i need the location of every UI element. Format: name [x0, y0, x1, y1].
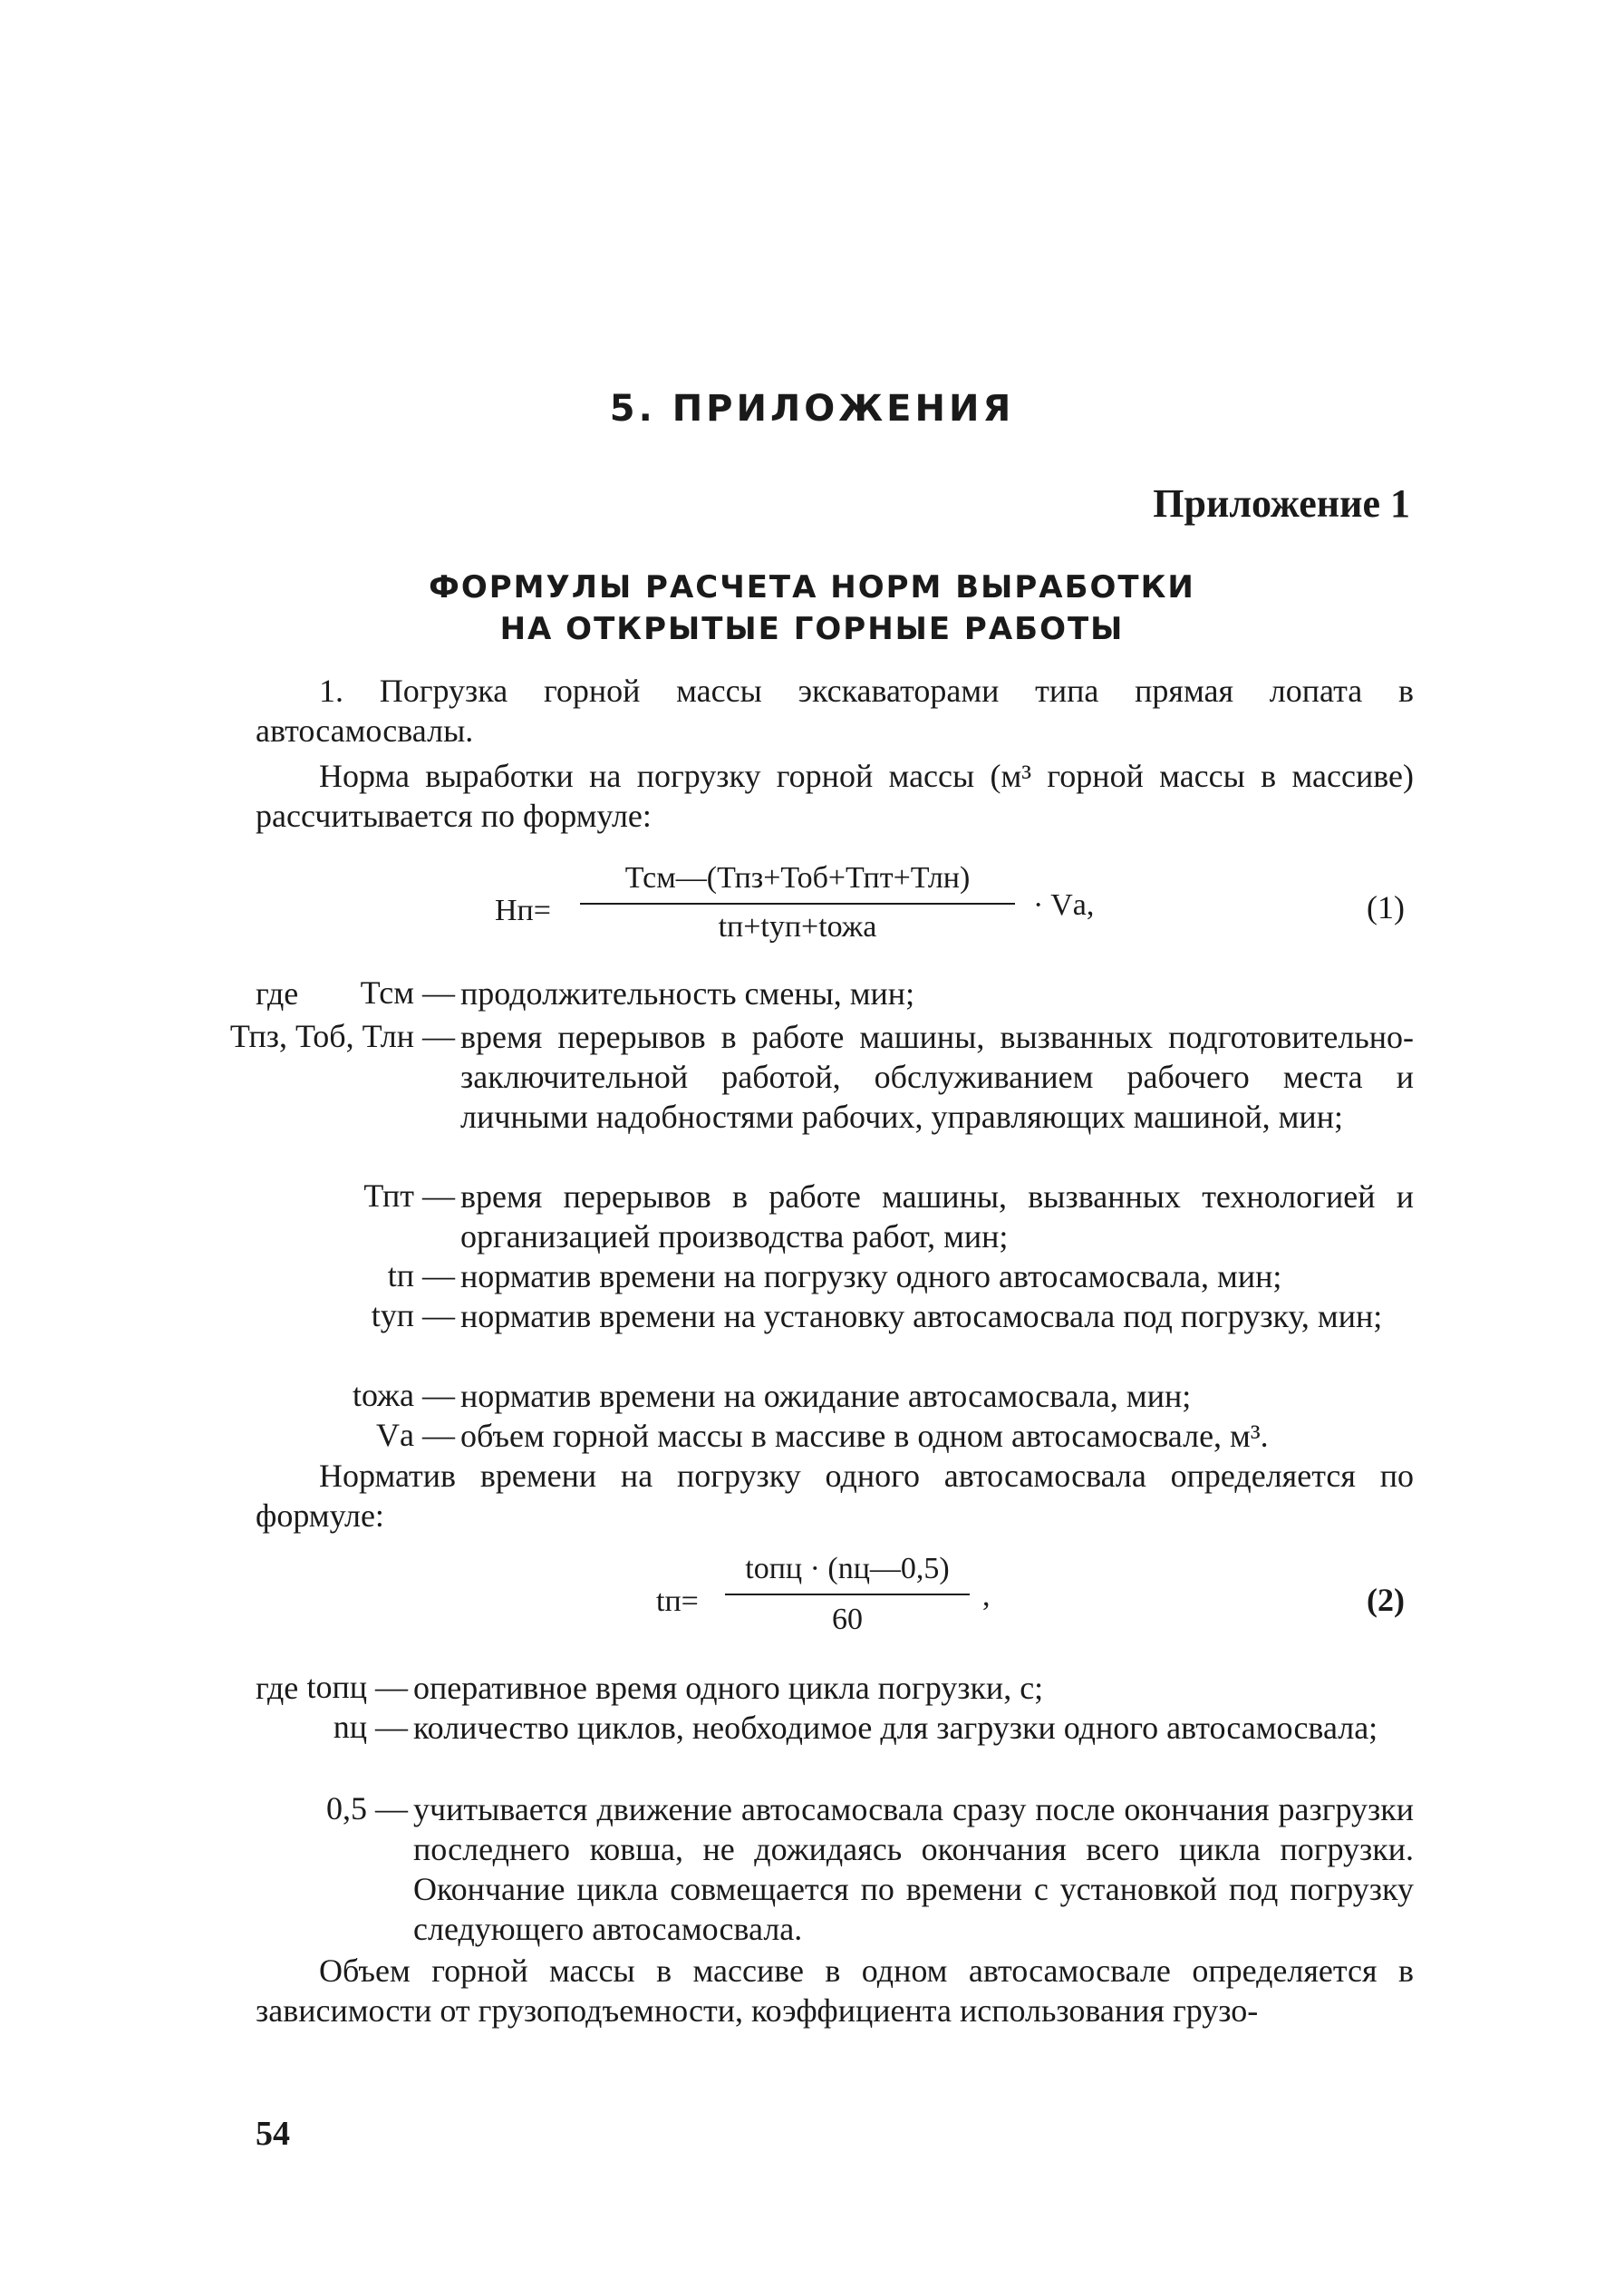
appendix-label: Приложение 1 [1153, 481, 1410, 526]
formula-2-lhs: tп= [656, 1584, 699, 1618]
def1-term-1: Тпз, Тоб, Тлн — [229, 1018, 455, 1054]
formula-2-number: (2) [1367, 1582, 1405, 1618]
paragraph-3: Норматив времени на погрузку одного автосамосвала определяется по формуле: [256, 1458, 1414, 1534]
def1-term-0: Тсм — [360, 974, 455, 1011]
formula-1-number: (1) [1367, 889, 1405, 925]
def2-term-2: 0,5 — [326, 1790, 408, 1826]
def1-desc-4: норматив времени на установку автосамосвала под погрузку, мин; [460, 1298, 1383, 1334]
formula-1-tail: · Vа, [1033, 888, 1095, 922]
formula-1-numerator: Тсм—(Тпз+Тоб+Тпт+Тлн) [624, 861, 971, 895]
def1-term-5: tожа — [353, 1377, 455, 1413]
def1-term-3: tп — [387, 1257, 455, 1294]
formula-2-tail: , [982, 1579, 991, 1613]
def1-desc-5: норматив времени на ожидание автосамосвала, мин; [460, 1378, 1192, 1414]
paragraph-1: 1. Погрузка горной массы экскаваторами типа прямая лопата в автосамосвалы. [256, 673, 1414, 749]
formula-1-lhs: Нп= [495, 894, 551, 927]
def1-desc-0: продолжительность смены, мин; [460, 975, 915, 1012]
def2-term-1: nц — [333, 1709, 408, 1745]
def1-desc-3: норматив времени на погрузку одного автосамосвала, мин; [460, 1258, 1282, 1294]
formula-2-denominator: 60 [832, 1603, 863, 1636]
page-number: 54 [256, 2115, 290, 2153]
formula-2-fraction-line [725, 1594, 970, 1595]
def2-desc-2: учитывается движение автосамосвала сразу после окончания разгрузки последнего ковша, не дожидаясь окончания всего цикла погрузки. Окончание цикла совмещается по времени с установкой под погрузку следующего автосамосвала. [413, 1791, 1414, 1947]
def1-desc-2: время перерывов в работе машины, вызванных технологией и организацией производства работ, мин; [460, 1178, 1414, 1255]
def2-desc-1: количество циклов, необходимое для загрузки одного автосамосвала; [413, 1710, 1378, 1746]
def1-desc-6: объем горной массы в массиве в одном автосамосвале, м³. [460, 1418, 1269, 1454]
def1-term-2: Тпт — [363, 1177, 455, 1214]
def1-term-6: Vа — [376, 1417, 455, 1453]
formula-1-fraction-line [580, 903, 1015, 905]
def1-desc-1: время перерывов в работе машины, вызванных подготовительно-заключительной работой, обслуживанием рабочего места и личными надобностями рабочих, управляющих машиной, мин; [460, 1019, 1414, 1135]
formula-2-numerator: tопц · (nц—0,5) [745, 1552, 950, 1585]
def1-term-4: tуп — [371, 1297, 455, 1333]
def2-term-0: tопц — [306, 1669, 408, 1705]
paragraph-2: Норма выработки на погрузку горной массы (м³ горной массы в массиве) рассчитывается по формуле: [256, 758, 1414, 834]
section-heading: 5. ПРИЛОЖЕНИЯ [609, 388, 1015, 430]
paragraph-4: Объем горной массы в массиве в одном автосамосвале определяется в зависимости от грузоподъемности, коэффициента использования грузо- [256, 1952, 1414, 2029]
doc-title-line-1: ФОРМУЛЫ РАСЧЕТА НОРМ ВЫРАБОТКИ [429, 569, 1195, 606]
def2-desc-0: оперативное время одного цикла погрузки, с; [413, 1670, 1044, 1706]
formula-1-denominator: tп+tуп+tожа [718, 910, 877, 944]
where-word-2: где [256, 1670, 299, 1706]
where-word-1: где [256, 975, 299, 1012]
doc-title-line-2: НА ОТКРЫТЫЕ ГОРНЫЕ РАБОТЫ [499, 611, 1125, 647]
